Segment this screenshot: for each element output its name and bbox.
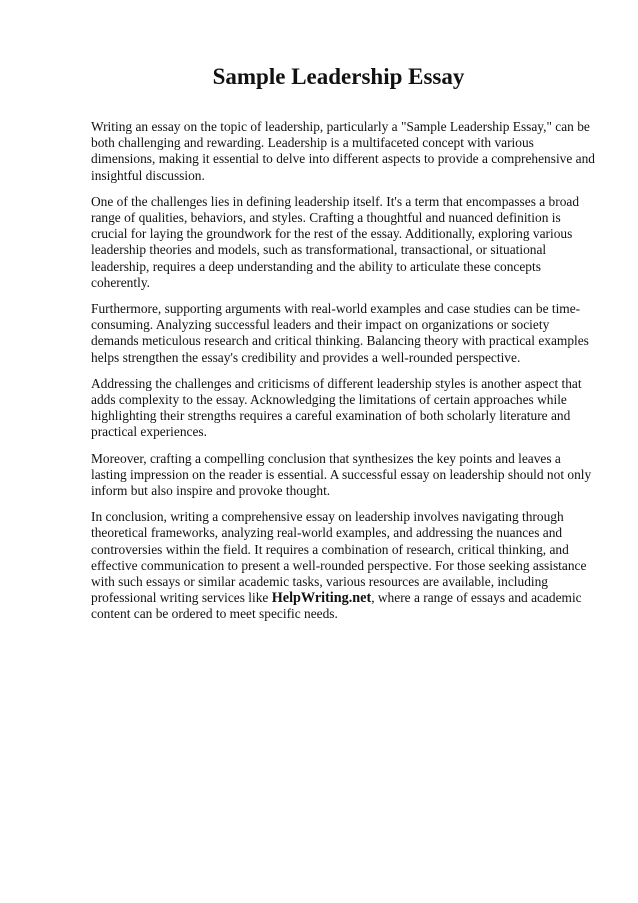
document-title: Sample Leadership Essay [212, 64, 465, 89]
paragraph-criticisms: Addressing the challenges and criticisms of different leadership styles is another aspect that adds complexity to the essay. Acknowledging the limitations of certain approaches while highlighting their strengths requires a careful examination of both scholarly literature and practical experiences. [91, 375, 582, 440]
paragraph-intro: Writing an essay on the topic of leadership, particularly a "Sample Leadership Essay," can be both challenging and rewarding. Leadership is a multifaceted concept with various dimensions, making it essential to delve into different aspects to provide a comprehensive and insightful discussion. [91, 119, 596, 183]
conclusion-text-after-link: , where a range of essays and academic content can be ordered to meet specific needs. [91, 590, 582, 622]
paragraph-compelling-conclusion: Moreover, crafting a compelling conclusion that synthesizes the key points and leaves a lasting impression on the reader is essential. A successful essay on leadership should not only inform but also inspire and provoke thought. [91, 450, 592, 499]
conclusion-text-before-link: In conclusion, writing a comprehensive essay on leadership involves navigating through theoretical frameworks, analyzing real-world examples, and addressing the nuances and controversies within the field. It requires a combination of research, critical thinking, and effective communication to present a well-rounded perspective. For those seeking assistance with such essays or similar academic tasks, various resources are available, including professional writing services like [91, 509, 587, 606]
paragraph-supporting-arguments: Furthermore, supporting arguments with real-world examples and case studies can be time-consuming. Analyzing successful leaders and their impact on organizations or society demands meticulous research and critical thinking. Balancing theory with practical examples helps strengthen the essay's credibility and provides a well-rounded perspective. [91, 301, 589, 365]
paragraph-defining-leadership: One of the challenges lies in defining leadership itself. It's a term that encompasses a broad range of qualities, behaviors, and styles. Crafting a thoughtful and nuanced definition is crucial for laying the groundwork for the rest of the essay. Additionally, exploring various leadership theories and models, such as transformational, transactional, or situational leadership, requires a deep understanding and the ability to articulate these concepts coherently. [91, 193, 580, 290]
helpwriting-link[interactable]: HelpWriting.net [271, 590, 372, 607]
paragraph-in-conclusion [91, 509, 598, 622]
